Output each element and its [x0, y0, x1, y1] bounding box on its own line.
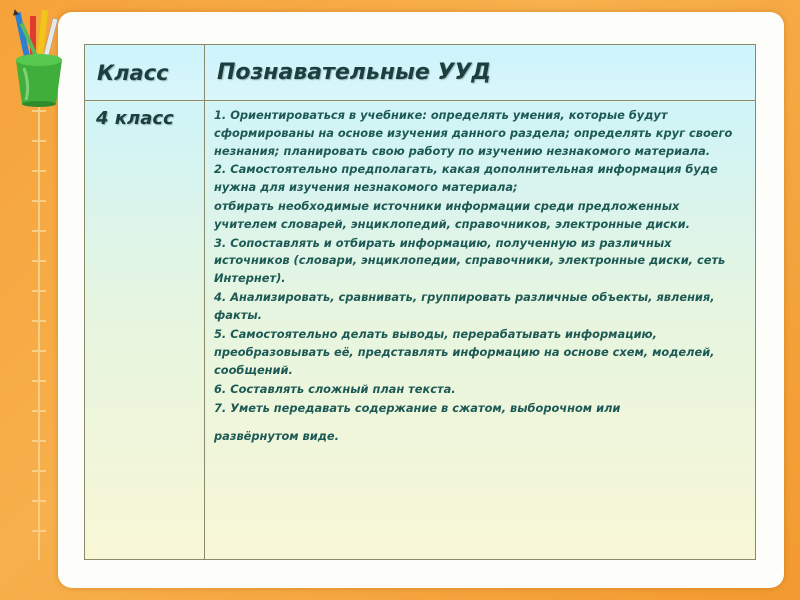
- list-item: 3. Сопоставлять и отбирать информацию, полученную из различных источников (словари, энциклопедии, справочники, электронные диски, сеть Интернет).: [214, 235, 726, 286]
- list-item: 5. Самостоятельно делать выводы, перерабатывать информацию,: [214, 326, 657, 341]
- skills-cell: [205, 101, 756, 560]
- list-item: преобразовывать её, представлять информацию на основе схем, моделей, сообщений.: [214, 345, 715, 378]
- table-row: [85, 101, 756, 560]
- pencil-cup-icon: [6, 8, 72, 108]
- uud-table: [84, 44, 756, 560]
- list-item: 2. Самостоятельно предполагать, какая дополнительная информация буде нужна для изучения незнакомого материала;: [214, 162, 718, 195]
- header-row: [85, 45, 756, 101]
- list-item: 4. Анализировать, сравнивать, группировать различные объекты, явления, факты.: [214, 289, 715, 322]
- ruler-decoration: [14, 60, 48, 560]
- header-uud: Познавательные УУД: [205, 45, 756, 101]
- list-item: 7. Уметь передавать содержание в сжатом, выборочном или: [214, 400, 621, 415]
- list-item: 6. Составлять сложный план текста.: [214, 381, 456, 396]
- grade-cell: [85, 101, 205, 560]
- list-item: развёрнутом виде.: [214, 428, 339, 443]
- skills-list: [206, 102, 754, 445]
- grade-label: 4 класс: [96, 108, 174, 129]
- list-item: 1. Ориентироваться в учебнике: определять умения, которые будут сформированы на основе изучения данного раздела; определять круг своего незнания; планировать свою работу по изучению незнакомого материала.: [214, 108, 733, 158]
- header-class: Класс: [85, 45, 205, 101]
- list-item: отбирать необходимые источники информации среди предложенных учителем словарей, энциклопедий, справочников, электронные диски.: [214, 198, 690, 231]
